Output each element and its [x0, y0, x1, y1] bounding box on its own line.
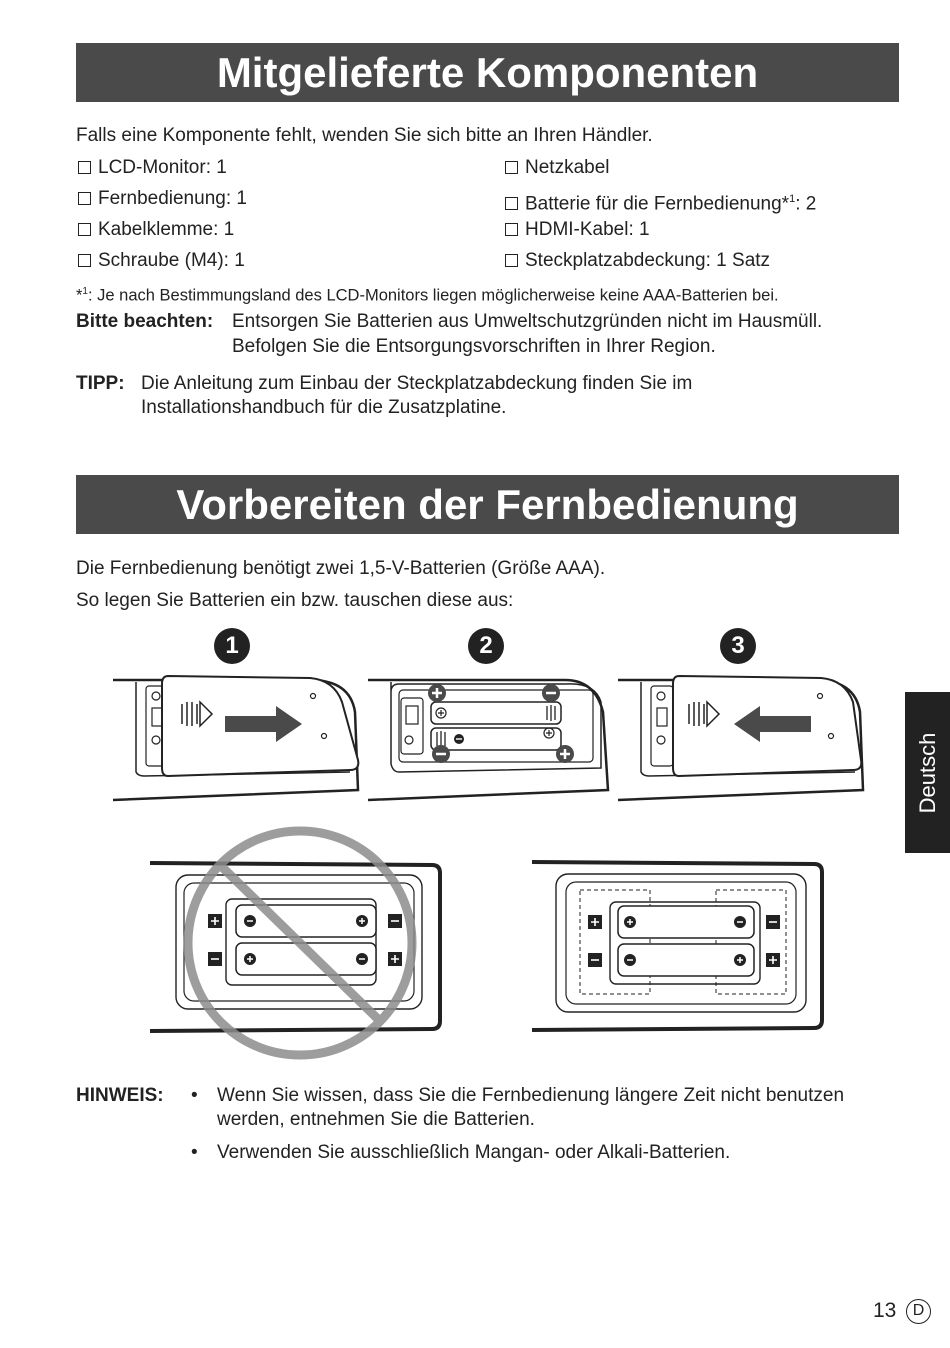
- hint1-line2: werden, entnehmen Sie die Batterien.: [217, 1109, 535, 1130]
- remote-intro-line2: So legen Sie Batterien ein bzw. tauschen diese aus:: [76, 590, 514, 611]
- language-side-tab: Deutsch: [905, 692, 950, 853]
- section-title-components: Mitgelieferte Komponenten: [76, 43, 899, 102]
- language-mark: D: [906, 1299, 931, 1324]
- wrong-orientation-illustration: [148, 825, 448, 1065]
- page-number: 13: [873, 1299, 897, 1322]
- hint2: Verwenden Sie ausschließlich Mangan- oder Alkali-Batterien.: [217, 1142, 731, 1163]
- checkbox-icon: [505, 161, 518, 174]
- list-item: Kabelklemme: 1: [78, 218, 234, 242]
- tip-label: TIPP:: [76, 373, 125, 394]
- list-item: Schraube (M4): 1: [78, 249, 245, 273]
- step-number-badge: 1: [214, 628, 250, 664]
- step-number-badge: 2: [468, 628, 504, 664]
- step2-insert-batteries-illustration: [365, 672, 615, 807]
- checkbox-icon: [505, 254, 518, 267]
- list-item: Batterie für die Fernbedienung*$^1$: 2: [505, 187, 816, 216]
- components-intro: Falls eine Komponente fehlt, wenden Sie sich bitte an Ihren Händler.: [76, 125, 653, 146]
- list-item: Steckplatzabdeckung: 1 Satz: [505, 249, 770, 273]
- bullet: •: [191, 1085, 198, 1106]
- tip-text-line2: Installationshandbuch für die Zusatzplatine.: [141, 397, 507, 418]
- checkbox-icon: [505, 197, 518, 210]
- list-item: LCD-Monitor: 1: [78, 156, 227, 180]
- note-label: Bitte beachten:: [76, 311, 214, 332]
- checkbox-icon: [78, 192, 91, 205]
- battery-plus-icon: [428, 684, 446, 702]
- note-text-line1: Entsorgen Sie Batterien aus Umweltschutzgründen nicht im Hausmüll.: [232, 311, 823, 332]
- hint-label: HINWEIS:: [76, 1085, 164, 1106]
- checkbox-icon: [505, 223, 518, 236]
- tip-text-line1: Die Anleitung zum Einbau der Steckplatzabdeckung finden Sie im: [141, 373, 693, 394]
- bullet: •: [191, 1142, 198, 1163]
- correct-orientation-illustration: [530, 858, 830, 1033]
- footnote-ref: 1: [789, 193, 796, 205]
- checkbox-icon: [78, 223, 91, 236]
- step1-open-cover-illustration: [110, 672, 360, 807]
- step-number-badge: 3: [720, 628, 756, 664]
- battery-minus-icon: [432, 745, 450, 763]
- step3-close-cover-illustration: [615, 672, 865, 807]
- note-text-line2: Befolgen Sie die Entsorgungsvorschriften in Ihrer Region.: [232, 336, 716, 357]
- section-title-remote: Vorbereiten der Fernbedienung: [76, 475, 899, 534]
- list-item: Netzkabel: [505, 156, 610, 180]
- battery-plus-icon: [556, 745, 574, 763]
- list-item: HDMI-Kabel: 1: [505, 218, 650, 242]
- hint1-line1: Wenn Sie wissen, dass Sie die Fernbedienung längere Zeit nicht benutzen: [217, 1085, 845, 1106]
- footnote: *$^1$: Je nach Bestimmungsland des LCD-Monitors liegen möglicherweise keine AAA-Batterien bei.: [76, 286, 779, 305]
- checkbox-icon: [78, 254, 91, 267]
- battery-minus-icon: [542, 684, 560, 702]
- remote-intro-line1: Die Fernbedienung benötigt zwei 1,5-V-Batterien (Größe AAA).: [76, 558, 606, 579]
- list-item: Fernbedienung: 1: [78, 187, 247, 211]
- checkbox-icon: [78, 161, 91, 174]
